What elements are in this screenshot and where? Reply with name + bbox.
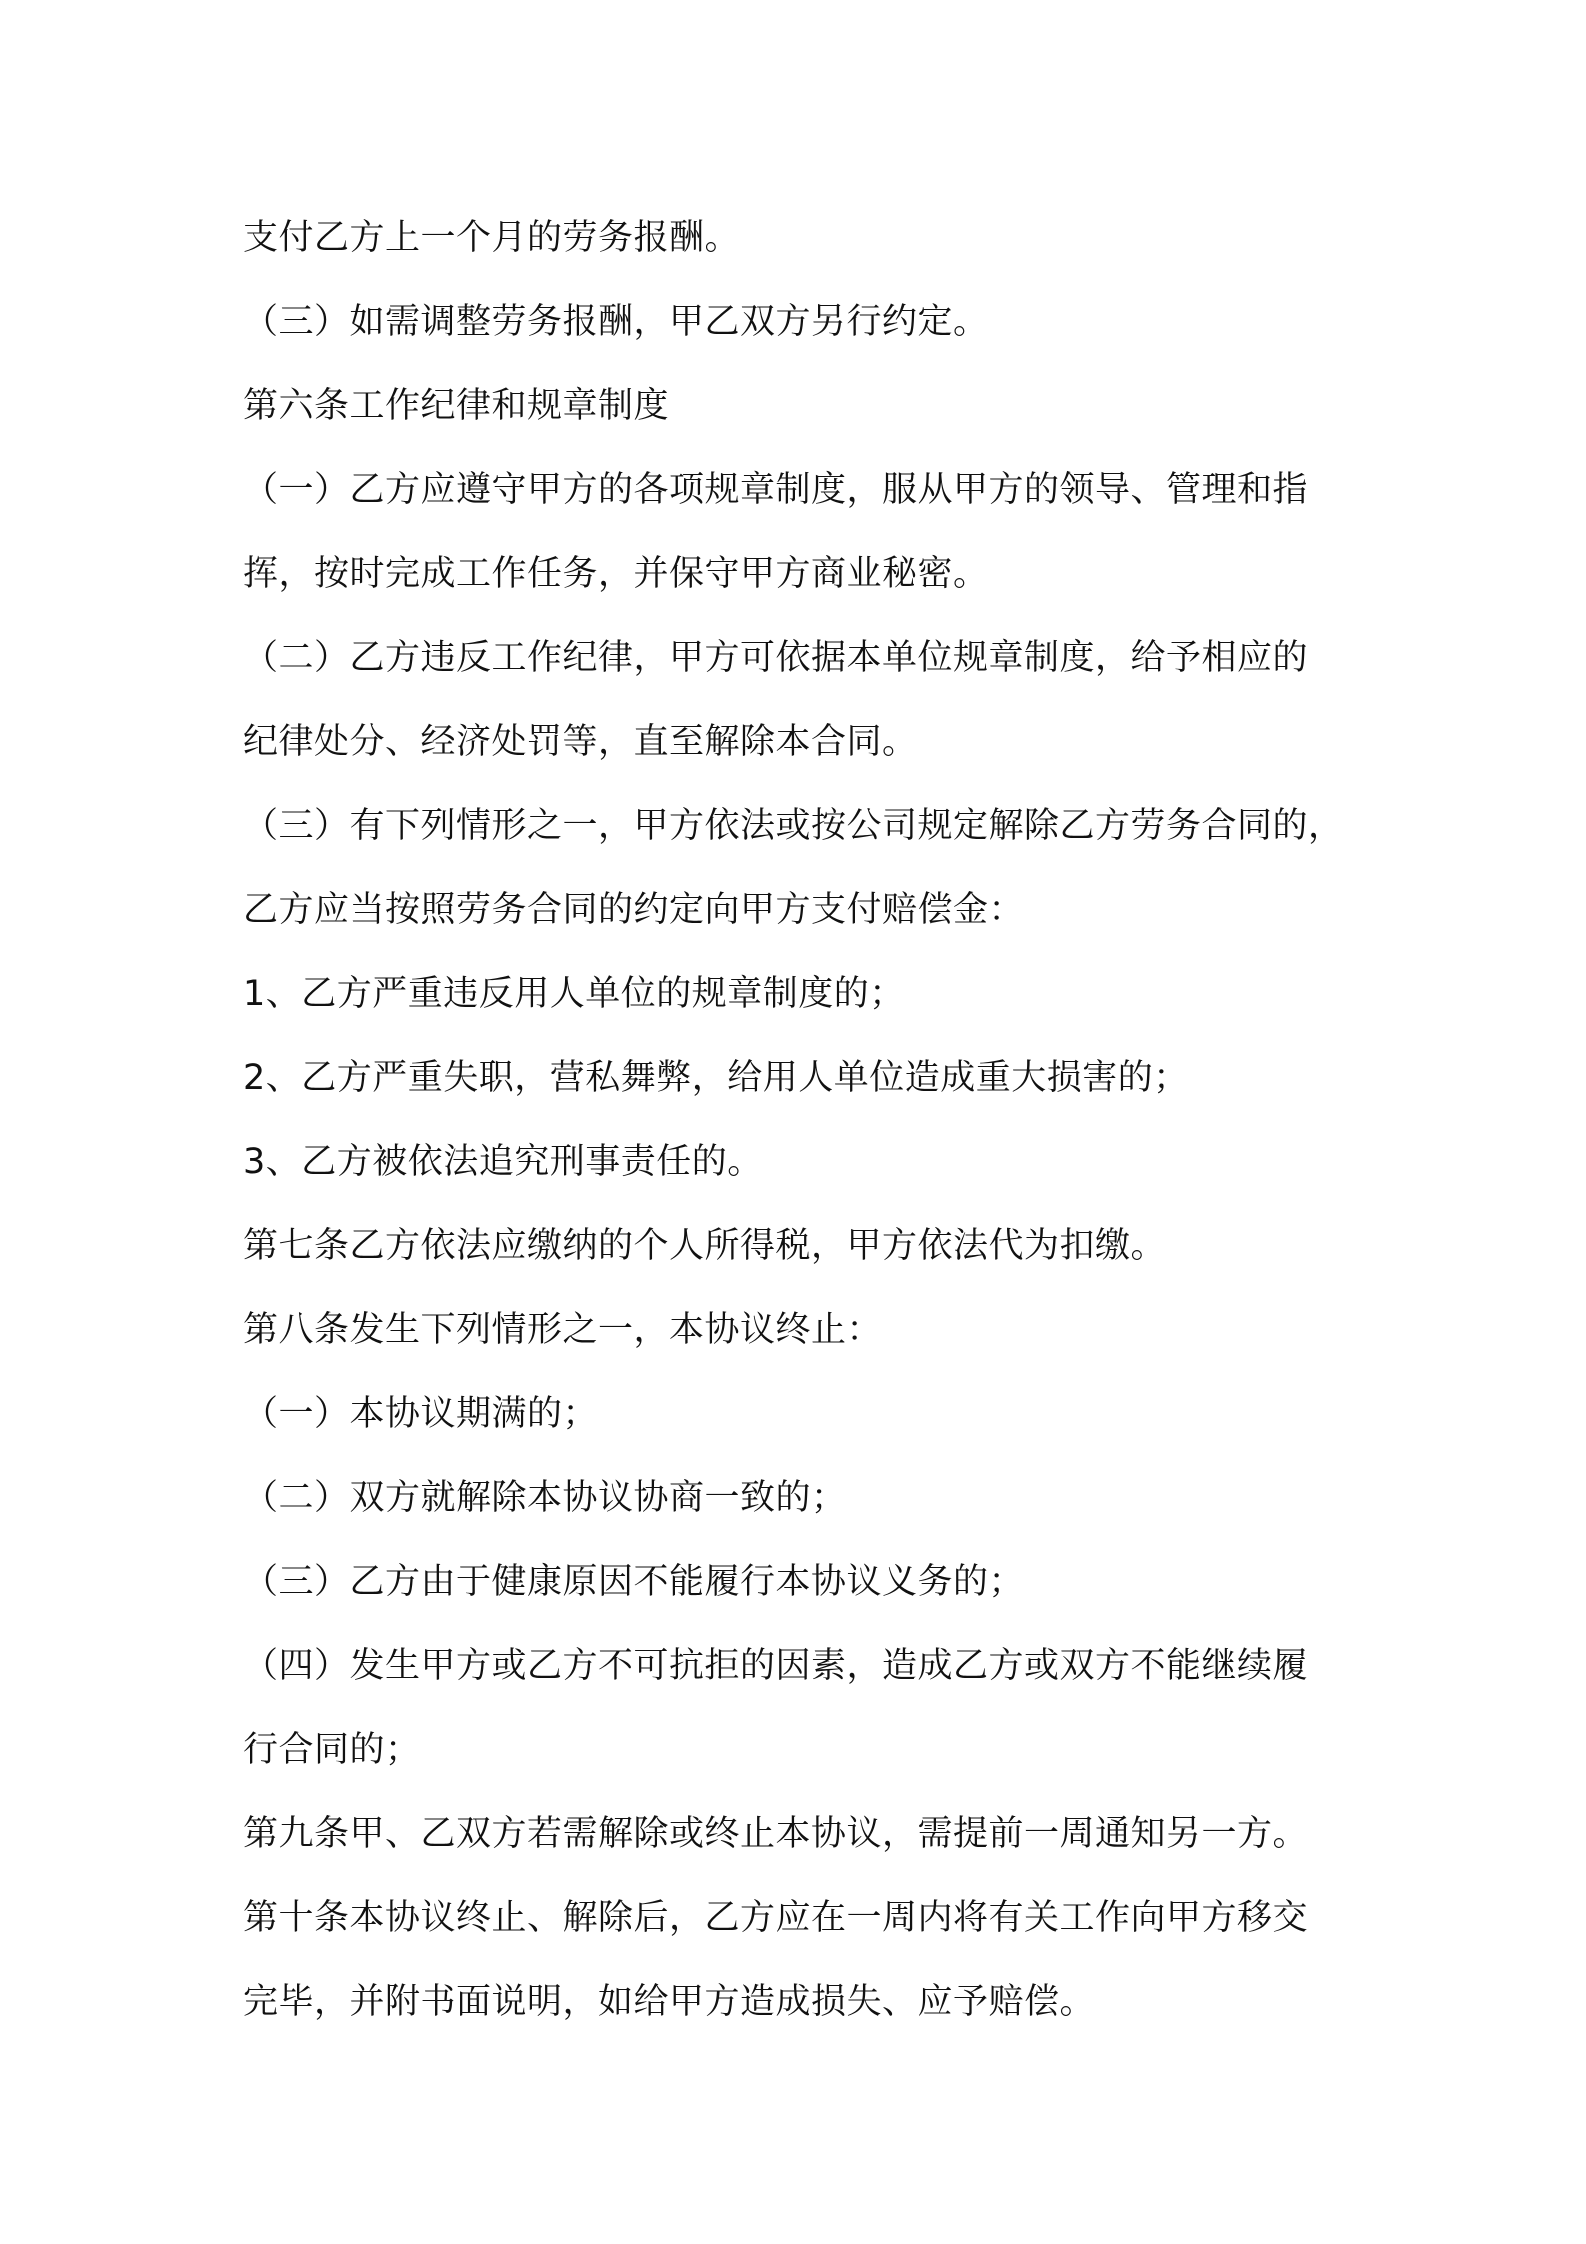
list-item: 2、乙方严重失职，营私舞弊，给用人单位造成重大损害的； — [243, 1058, 1189, 1098]
section-heading: 第八条发生下列情形之一，本协议终止： — [243, 1310, 883, 1350]
text-line: （三）有下列情形之一，甲方依法或按公司规定解除乙方劳务合同的， — [243, 806, 1344, 846]
text-line: 纪律处分、经济处罚等，直至解除本合同。 — [243, 722, 918, 762]
list-item: 1、乙方严重违反用人单位的规章制度的； — [243, 974, 905, 1014]
list-item: （四）发生甲方或乙方不可抗拒的因素，造成乙方或双方不能继续履 — [243, 1646, 1309, 1686]
list-item: （二）双方就解除本协议协商一致的； — [243, 1478, 847, 1518]
document-body — [243, 196, 1363, 2044]
list-item: （一）本协议期满的； — [243, 1394, 599, 1434]
text-line: （三）如需调整劳务报酬，甲乙双方另行约定。 — [243, 302, 989, 342]
list-item: 3、乙方被依法追究刑事责任的。 — [243, 1142, 763, 1182]
section-heading: 第十条本协议终止、解除后，乙方应在一周内将有关工作向甲方移交 — [243, 1898, 1309, 1938]
text-line: 挥，按时完成工作任务，并保守甲方商业秘密。 — [243, 554, 989, 594]
text-line: 行合同的； — [243, 1730, 421, 1770]
section-heading: 第九条甲、乙双方若需解除或终止本协议，需提前一周通知另一方。 — [243, 1814, 1309, 1854]
text-line: （一）乙方应遵守甲方的各项规章制度，服从甲方的领导、管理和指 — [243, 470, 1309, 510]
section-heading: 第六条工作纪律和规章制度 — [243, 386, 670, 426]
list-item: （三）乙方由于健康原因不能履行本协议义务的； — [243, 1562, 1025, 1602]
text-line: 完毕，并附书面说明，如给甲方造成损失、应予赔偿。 — [243, 1982, 1096, 2022]
text-line: （二）乙方违反工作纪律，甲方可依据本单位规章制度，给予相应的 — [243, 638, 1309, 678]
section-heading: 第七条乙方依法应缴纳的个人所得税，甲方依法代为扣缴。 — [243, 1226, 1167, 1266]
text-line: 支付乙方上一个月的劳务报酬。 — [243, 218, 741, 258]
text-line: 乙方应当按照劳务合同的约定向甲方支付赔偿金： — [243, 890, 1025, 930]
